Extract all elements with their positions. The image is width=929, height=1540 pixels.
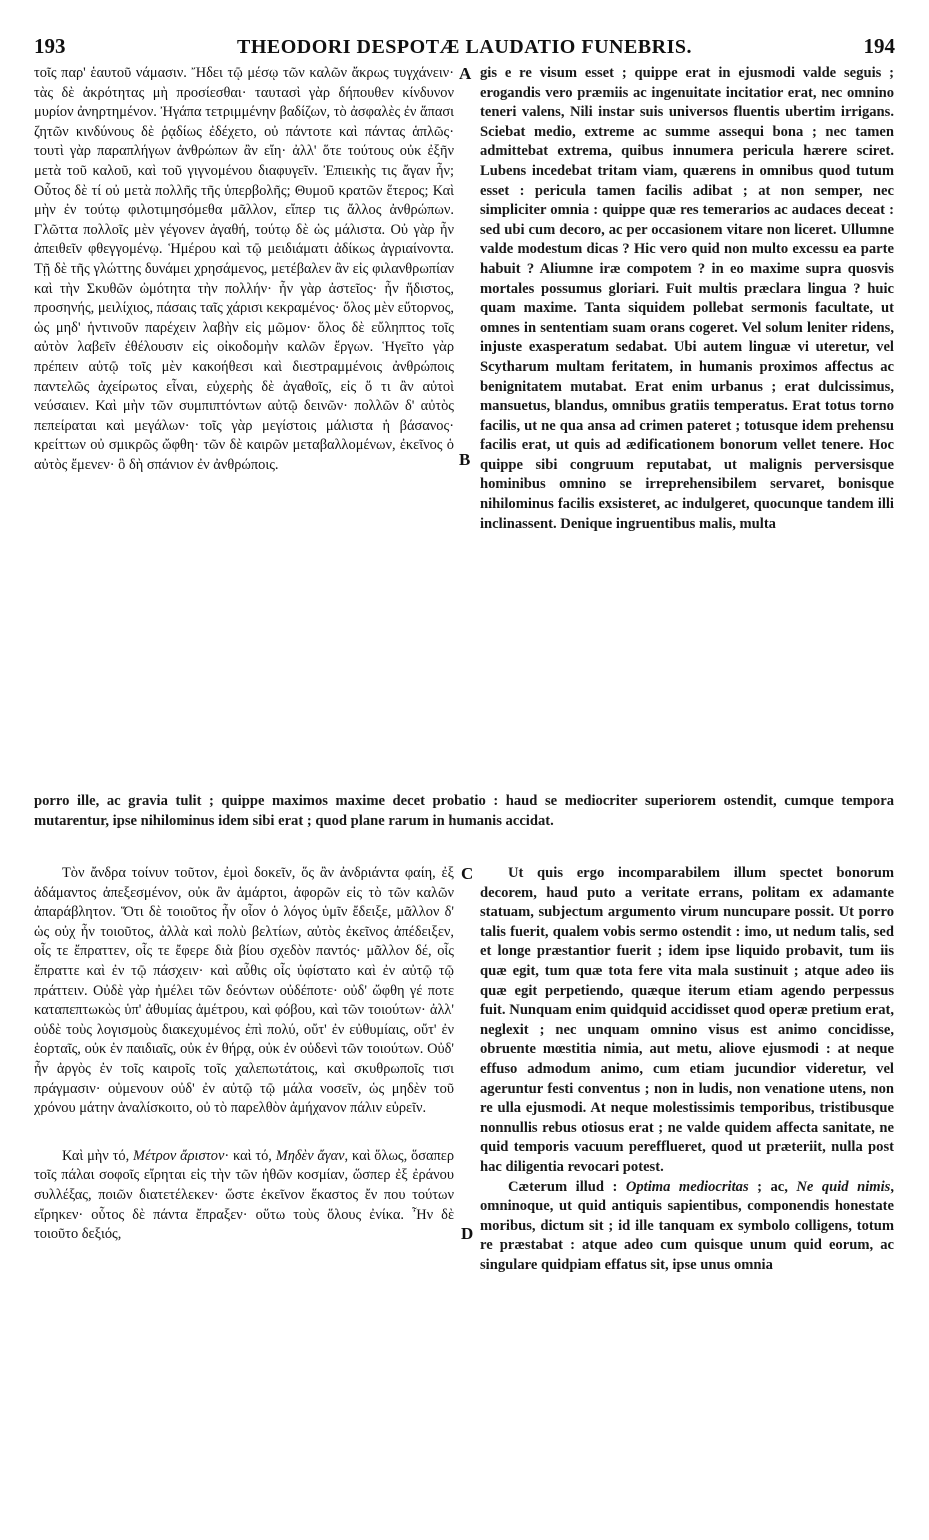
page-number-left: 193 bbox=[34, 34, 66, 58]
latin-quotation: Optima mediocritas bbox=[625, 1178, 749, 1195]
greek-quotation: Μηδὲν ἄγαν bbox=[275, 1147, 345, 1164]
section-marker-b: B bbox=[459, 450, 471, 469]
page-header bbox=[34, 34, 895, 60]
latin-full-width bbox=[34, 792, 894, 854]
greek-column-top bbox=[34, 64, 454, 790]
section-marker-a: A bbox=[459, 64, 472, 83]
section-marker-d: D bbox=[461, 1224, 474, 1243]
latin-quotation: Ne quid nimis bbox=[796, 1178, 891, 1195]
running-title: THEODORI DESPOTÆ LAUDATIO FUNEBRIS. bbox=[237, 36, 692, 58]
greek-paragraph: Καὶ μὴν τό, Μέτρον ἄριστον· καὶ τό, Μηδὲν ἄγαν, καὶ ὅλως, ὅσαπερ τοῖς πάλαι σοφοῖς εἴρηται εἰς τὴν τῶν ἠθῶν κοσμίαν, ὥσπερ ἐξ ἐράνου συλλέξας, ποιῶν διατετέλεκεν· ὥστε ἐκεῖνον ἕκαστος ἔν που τούτων εἴρηκεν· οὗτος δὲ πάντα ἔπραξεν· οὕτω τοὺς ὅλους ἐνίκα. Ἦν δὲ τοιοῦτο δεξιός, bbox=[34, 1147, 454, 1243]
latin-column-bottom bbox=[480, 864, 894, 1536]
latin-column-top bbox=[480, 64, 894, 790]
latin-paragraph: Ut quis ergo incomparabilem illum spectet bonorum decorem, haud puto a veritate errans, politam ex adamante statuam, subjectum argumento virum nuncupare possit. Ut porro talis fuerit, qualem vobis sermo ostendit : imo, ut nedum talis, sed et longe præstantior fuerit ; idem ipse liquido probavit, tum iis quæ egit, tum quæ tota fere vita mala sustinuit ; atque adeo iis quæ egit perpetiendo, quæque iterum etiam agendo perpessus fuit. Nunquam enim quidquid accidisset quod operæ pretium erat, neglexit ; nec unquam omnino visus est animo concidisse, obruente mœstitia nimia, aut metu, aliove ejusmodi : at neque effuso admodum animo, cum etiam jucundior videretur, vel ageruntur festi conventus ; non in ludis, non venatione utens, non re ulla ejusmodi. At neque molestissimis temporibus, tristibusque nonnullis rebus otiosus erat ; ne valde quidem affecta sanitate, ne quid temporis vacuum perefflueret, quod ut præteriit, nulla post hac diligentia revocari potest. bbox=[480, 865, 894, 1175]
greek-paragraph: Τὸν ἄνδρα τοίνυν τοῦτον, ἐμοὶ δοκεῖν, ὅς ἂν ἀνδριάντα φαίη, ἐξ ἀδάμαντος ἀπεξεσμένον, οὐκ ἂν ἁμάρτοι, ἀφορῶν εἰς τὸ τῶν καλῶν ἀπαράβλητον. Ὅτι δὲ τοιοῦτος ἦν οἷον ὁ λόγος ὑμῖν ἔδειξε, μᾶλλον δ' ὡς οὐχ ἦν τοιοῦτος, ἀλλὰ καὶ πολὺ βελτίων, αὐτὸς ἐκεῖνος ἀπέδειξεν, οἷς τε ἔπραττεν, οἷς τε ἔφερε διὰ βίου σχεδὸν παντός· μᾶλλον δέ, οἷς ἔπραττε καὶ ἐν τῷ πάσχειν· καὶ αὖθις οἷς ὑφίστατο καὶ ἐν αὐτῷ τῷ πράττειν. Οὐδὲ γὰρ ἠμέλει τῶν δεόντων οὐδέποτε· οὐδ' ὤφθη γέ ποτε καταπεπτωκὼς ὑπ' ἀθυμίας ἀμέτρου, καὶ φόβου, καὶ τῶν τοιούτων· ἀλλ' οὐδὲ τοὺς λογισμοὺς διακεχυμένος ἐπὶ πολύ, οὔτ' ἐν εὐθυμίαις, οὔτ' ἐν ἑορταῖς, οὐκ ἐν παιδιαῖς, οὐκ ἐν θήρᾳ, οὐκ ἐν οὐδενὶ τῶν τοιούτων. Οὐδ' ἦν ἀργὸς ἐν τοῖς καιροῖς τοῖς χαλεπωτάτοις, καὶ σκυθρωποῖς τισι πράγμασιν· οὐμενουν οὐδ' ἐν αὐτῷ τῷ μάλα νοσεῖν, ὡς μηδὲν τοῦ χρόνου μάτην ἀναλίσκοιτο, οὐ τὸ παρελθὸν ἀμήχανον πάλιν εὑρεῖν. bbox=[34, 865, 454, 1117]
greek-column-bottom bbox=[34, 864, 454, 1536]
latin-continuation: porro ille, ac gravia tulit ; quippe maximos maxime decet probatio : haud se mediocriter superiorem ostendit, cumque tempora mutarentur, ipse nihilominus idem sibi erat ; quod plane rarum in humanis accidat. bbox=[34, 793, 894, 829]
latin-paragraph: Cæterum illud : Optima mediocritas ; ac, Ne quid nimis, omninoque, ut quid antiquis sapientibus, componendis honestate moribus, dictum sit ; id ille tanquam ex symbolo colligens, totum re præstabat : atque adeo cum quisque unum quid eorum, ac singulare quidpiam effatus sit, ipse unus omnia bbox=[480, 1178, 894, 1273]
greek-quotation: Μέτρον ἄριστον bbox=[133, 1147, 225, 1164]
section-marker-c: C bbox=[461, 864, 474, 883]
greek-paragraph: τοῖς παρ' ἑαυτοῦ νάμασιν. Ἤδει τῷ μέσῳ τῶν καλῶν ἄκρως τυγχάνειν· τὰς δὲ ἀκρότητας μὴ προσίεσθαι· ταυτασὶ γὰρ δήπουθεν κίνδυνον μυρίον ἀνηρτημένον. Ἠγάπα τετριμμένην βαδίζων, τὸ ἀσφαλὲς ἐν ἅπασι ζητῶν κινδύνους δὲ ῥᾳδίως ἐδέχετο, οὐ πάντοτε καὶ πάντας ἁπλῶς· τουτὶ γὰρ παραπλήγων ἀνθρώπων ἂν εἴη· ἀλλ' ὅτε τούτους οὐκ ἐξῆν μετὰ τοῦ καλοῦ, καὶ τοῦ γιγνομένου διαφυγεῖν. Ἐπιεικὴς τις ἄγαν ἦν; Οὗτος δὲ τί οὐ μετὰ πολλῆς τῆς ὑπερβολῆς; Θυμοῦ κρατῶν ἕτερος; Καὶ μὴν ἐν τούτῳ φιλοτιμησόμεθα μᾶλλον, εἴπερ τις ἄλλος ἀνθρώπων. Γλῶττα πολλοῖς μὲν γέγονεν ἀγαθή, τούτῳ δὲ ὡς μάλιστα. Οὐ γὰρ ἦν ἀπειθεῖν φθεγγομένῳ. Ἡμέρου καὶ τῷ μειδιάματι ἀδίκως ἀγριαίνοντα. Τῇ δὲ τῆς γλώττης δυνάμει χρησάμενος, μετέβαλεν ἂν εἰς φιλανθρωπίαν καὶ τὴν Σκυθῶν ὠμότητα τὴν πολλήν· ἦν γὰρ ἀστεῖος· ἦν ἥδιστος, προσηνής, μειλίχιος, πάσαις ταῖς χάρισι κεκραμένος· ὅλος μὲν εὔτορνος, ὡς μηδ' ἡντινοῦν παρέχειν λαβὴν εἰς μῶμον· ὅλος δὲ εὔληπτος τοῖς αὐτὸν λαβεῖν ἐθέλουσιν εἰς οἰκοδομὴν καλῶν ἔργων. Ἡγεῖτο γὰρ πρέπειν αὐτῷ τοῖς μὲν κακοήθεσι καὶ διεστραμμένοις ἀνθρώποις παντελῶς ἀχείρωτος εἶναι, εὐχερὴς δὲ ἀγαθοῖς, εἰς ὅ τι ἂν αὐτοὶ νεύσαιεν. Καὶ μὴν τῶν συμπιπτόντων αὐτῷ δεινῶν· πολλῶν δ' αὐτὸς πεπείραται καὶ μεγάλων· τοῖς γὰρ μεγίστοις μάλιστα ἡ βάσανος· κρείττων οὐ σμικρῶς ὤφθη· τῶν δὲ καιρῶν μεταβαλλομένων, ἐκεῖνος ὁ αὐτὸς ἔμενεν· ὃ δὴ σπάνιον ἐν ἀνθρώποις. bbox=[34, 65, 454, 473]
page-number-right: 194 bbox=[863, 34, 895, 58]
latin-paragraph: gis e re visum esset ; quippe erat in ejusmodi valde seguis ; erogandis vero præmiis ac ingenuitate incitatior erat, nec omnino teneri valens, Nili instar suis universos fluentis ubertim irrigans. Sciebat medio, extreme ac summe assequi bona ; nec tamen admittebat extrema, quibus innumera pericula hærere sciret. Lubens incedebat tritam viam, quærens in omnibus quod tutum esset : pericula tamen facilis adibat ; at non semper, nec simpliciter omnia : quippe quæ res temerarios ac audaces deceat : sed ubi cum decoro, ac per occasionem vitare non liceret. Ullumne valde modestum dicas ? Hic vero quid non multo excessu ea parte habuit ? Aliumne iræ compotem ? in eo maxime supra quosvis mortales possumus gloriari. Fuit multis præclara lingua ? huic quam maxime. Tanta siquidem pollebat sermonis facultate, ut omnes in sententiam suam orans cogeret. Vel solum leniter ridens, injuste exasperatum sedabat. Ubi autem linguæ vi uteretur, vel Scytharum multam feritatem, in humanis proximos affectus ac benignitatem mutabat. Erat enim urbanus ; erat dulcissimus, mansuetus, blandus, omnibus gratiis temperatus. Erat totus torno facilis, ut ne qua ansa ad crimen pateret ; totusque idem prehensu facilis erat, ut quis ad ædificationem bonorum vellet tenere. Hoc quippe sibi congruum reputabat, ut malignis perversisque hominibus omnino se irreprehensibilem servaret, bonisque nihilominus facilis exsisteret, ac indulgeret, quocunque tandem illi inclinassent. Denique ingruentibus malis, multa bbox=[480, 65, 894, 532]
